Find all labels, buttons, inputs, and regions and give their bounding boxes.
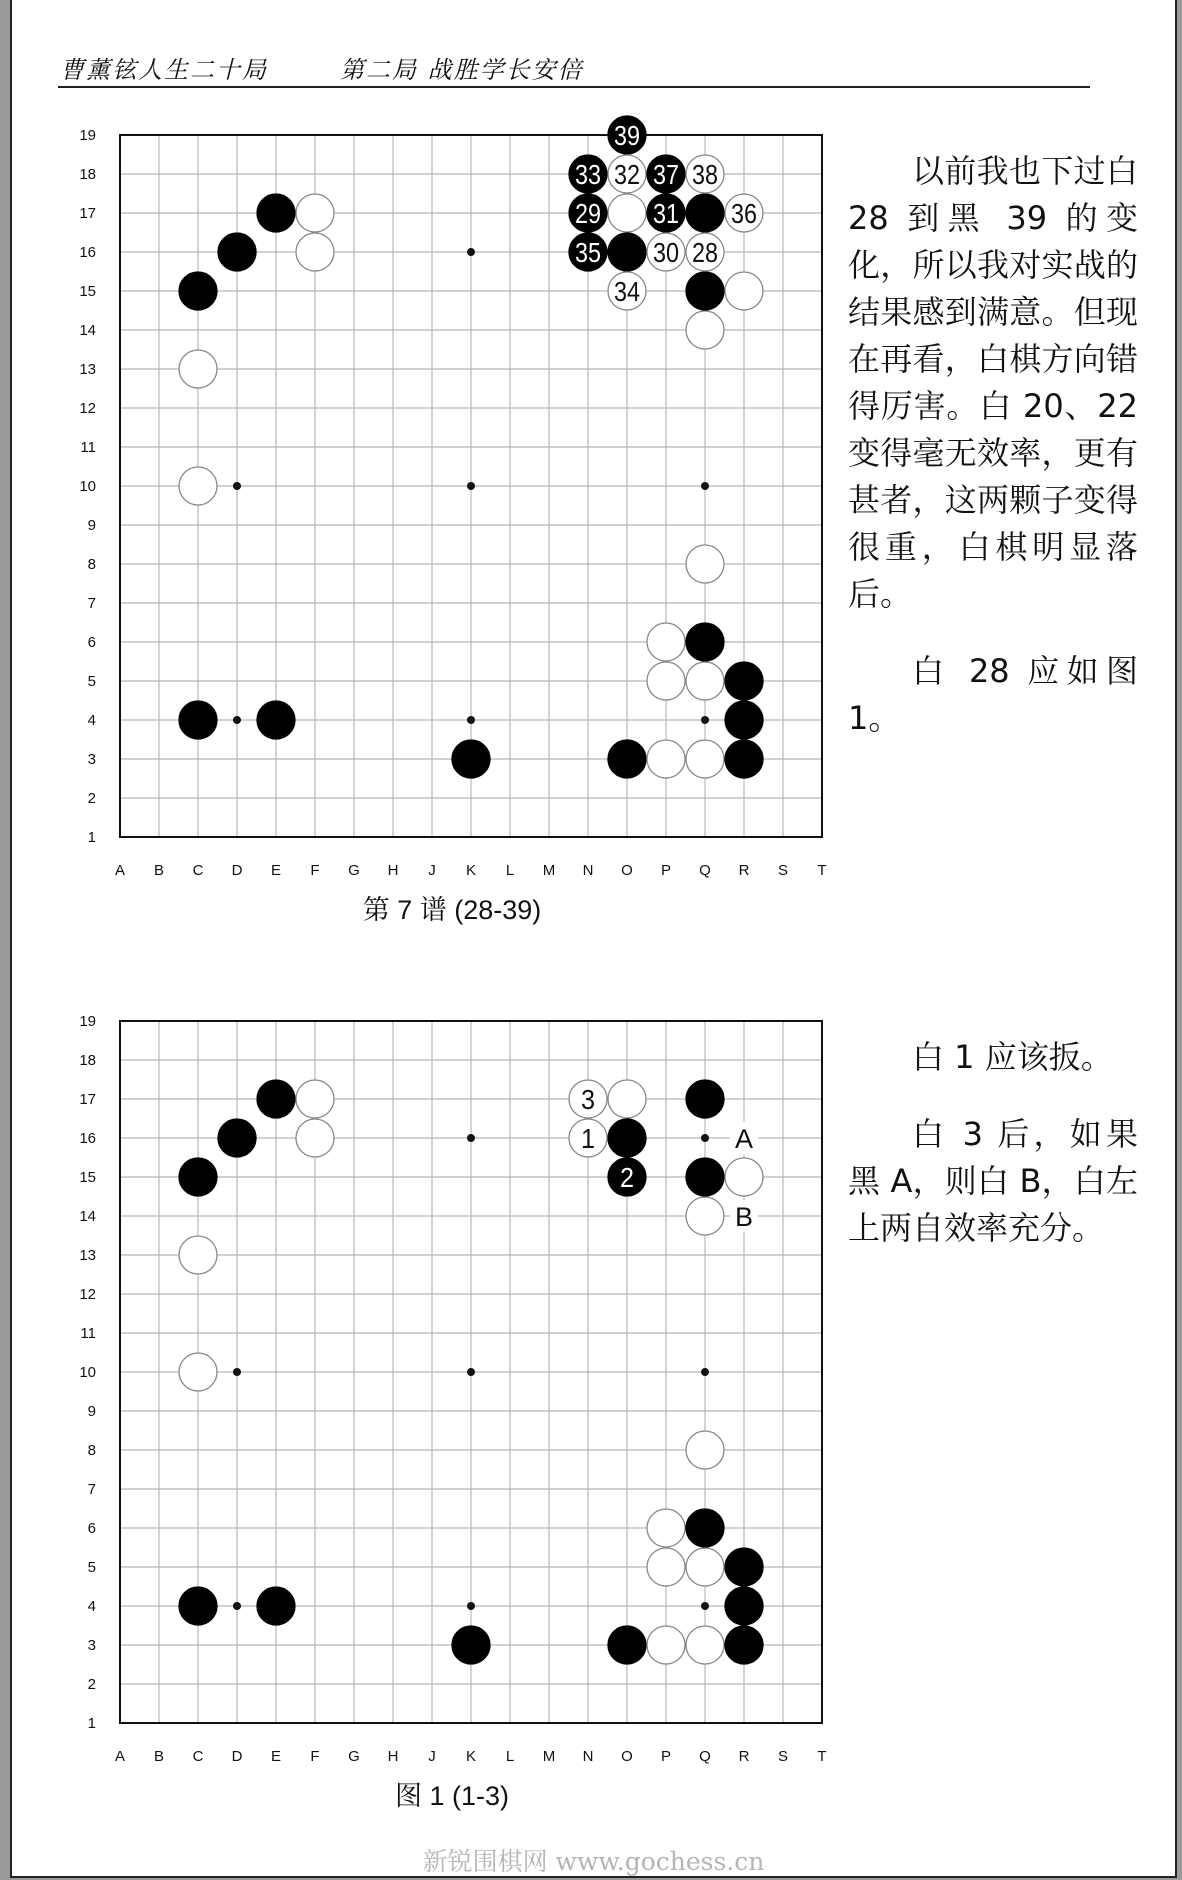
white-stone [686, 740, 724, 778]
star-point [701, 1134, 709, 1142]
row-label: 10 [79, 1364, 96, 1381]
white-stone [686, 662, 724, 700]
column-label: S [777, 862, 789, 879]
black-stone [725, 1626, 763, 1664]
point-label: A [734, 1124, 754, 1154]
commentary-paragraph: 白 1 应该扳。 [912, 1038, 1113, 1076]
row-label: 17 [79, 205, 96, 222]
column-label: A [114, 862, 126, 879]
book-page [10, 0, 1177, 1878]
black-stone [608, 233, 646, 271]
black-stone [686, 1080, 724, 1118]
move-number: 3 [581, 1084, 595, 1115]
move-number: 35 [575, 237, 601, 268]
row-label: 5 [87, 673, 96, 690]
commentary-paragraph: 以前我也下过白 28 到黑 39 的变化，所以我对实战的结果感到满意。但现在再看，白棋方向错得厉害。白 20、22 变得毫无效率，更有甚者，这两颗子变得很重，白棋明显落后。 [848, 152, 1138, 613]
commentary-text-1 [848, 148, 1138, 772]
row-label: 2 [87, 790, 96, 807]
black-stone [725, 1587, 763, 1625]
star-point [701, 716, 709, 724]
black-stone [725, 1548, 763, 1586]
move-number: 29 [575, 198, 601, 229]
go-board-diagram-7 [12, 108, 842, 879]
star-point [467, 1368, 475, 1376]
star-point [467, 482, 475, 490]
column-label: H [387, 862, 399, 879]
move-number: 38 [692, 159, 718, 190]
black-stone [608, 740, 646, 778]
black-stone [725, 662, 763, 700]
column-label: F [310, 862, 320, 879]
move-number: 32 [614, 159, 640, 190]
white-stone [296, 1080, 334, 1118]
column-label: B [153, 1748, 165, 1765]
black-stone [686, 272, 724, 310]
column-label: M [542, 1748, 556, 1765]
white-stone [296, 233, 334, 271]
move-number: 30 [653, 237, 679, 268]
black-stone [686, 1509, 724, 1547]
black-stone [686, 623, 724, 661]
white-stone [296, 194, 334, 232]
white-stone [725, 1158, 763, 1196]
black-stone [686, 1158, 724, 1196]
column-label: L [505, 1748, 515, 1765]
column-label: R [738, 1748, 750, 1765]
row-label: 4 [87, 712, 96, 729]
black-stone [608, 1119, 646, 1157]
diagram-caption-7: 第 7 谱 (28-39) [362, 895, 542, 925]
move-number: 2 [620, 1162, 634, 1193]
row-label: 13 [79, 361, 96, 378]
move-number: 37 [653, 159, 679, 190]
row-label: 11 [80, 439, 96, 456]
column-label: O [621, 862, 633, 879]
white-stone [647, 1509, 685, 1547]
row-label: 4 [87, 1598, 96, 1615]
black-stone [218, 233, 256, 271]
white-stone [686, 1431, 724, 1469]
column-label: M [542, 862, 556, 879]
row-label: 2 [87, 1676, 96, 1693]
white-stone [686, 311, 724, 349]
move-number: 39 [614, 120, 640, 151]
white-stone [179, 350, 217, 388]
white-stone [686, 1626, 724, 1664]
header-rule [58, 86, 1090, 88]
white-stone [725, 272, 763, 310]
row-label: 5 [87, 1559, 96, 1576]
row-label: 11 [80, 1325, 96, 1342]
column-label: P [660, 862, 672, 879]
white-stone [296, 1119, 334, 1157]
running-header [60, 50, 584, 85]
black-stone [452, 1626, 490, 1664]
row-label: 3 [87, 1637, 96, 1654]
black-stone [257, 194, 295, 232]
white-stone [647, 1626, 685, 1664]
row-label: 13 [79, 1247, 96, 1264]
row-label: 9 [87, 517, 96, 534]
column-label: K [465, 862, 477, 879]
black-stone [179, 1587, 217, 1625]
commentary-text-2 [848, 1034, 1138, 1282]
white-stone [179, 1236, 217, 1274]
column-label: E [270, 862, 282, 879]
white-stone [647, 740, 685, 778]
white-stone [647, 1548, 685, 1586]
column-label: L [505, 862, 515, 879]
row-label: 16 [79, 244, 96, 261]
column-label: D [231, 1748, 243, 1765]
black-stone [686, 194, 724, 232]
point-label: B [734, 1202, 754, 1232]
white-stone [647, 623, 685, 661]
row-label: 10 [79, 478, 96, 495]
column-label: Q [699, 862, 711, 879]
white-stone [686, 1548, 724, 1586]
row-label: 17 [79, 1091, 96, 1108]
column-label: O [621, 1748, 633, 1765]
black-stone [608, 1626, 646, 1664]
column-label: D [231, 862, 243, 879]
row-label: 8 [87, 1442, 96, 1459]
column-label: J [428, 862, 436, 879]
column-label: S [777, 1748, 789, 1765]
diagram-caption-fig1: 图 1 (1-3) [394, 1781, 510, 1811]
column-label: H [387, 1748, 399, 1765]
row-label: 16 [79, 1130, 96, 1147]
black-stone [218, 1119, 256, 1157]
black-stone [452, 740, 490, 778]
white-stone [686, 545, 724, 583]
white-stone [179, 1353, 217, 1391]
move-number: 1 [581, 1123, 595, 1154]
star-point [467, 1134, 475, 1142]
column-label: F [310, 1748, 320, 1765]
star-point [701, 1602, 709, 1610]
row-label: 7 [87, 595, 96, 612]
black-stone [257, 1587, 295, 1625]
row-label: 1 [87, 829, 96, 846]
row-label: 19 [79, 1013, 96, 1030]
column-label: A [114, 1748, 126, 1765]
column-label: P [660, 1748, 672, 1765]
commentary-paragraph: 白 3 后，如果黑 A，则白 B，白左上两自效率充分。 [848, 1115, 1138, 1247]
column-label: K [465, 1748, 477, 1765]
row-label: 1 [87, 1715, 96, 1732]
go-board-figure-1 [12, 994, 842, 1765]
row-label: 14 [79, 1208, 96, 1225]
move-number: 33 [575, 159, 601, 190]
star-point [233, 716, 241, 724]
move-number: 36 [731, 198, 757, 229]
row-label: 18 [79, 166, 96, 183]
star-point [233, 1602, 241, 1610]
star-point [233, 1368, 241, 1376]
star-point [467, 248, 475, 256]
column-label: N [582, 1748, 594, 1765]
column-label: G [348, 1748, 360, 1765]
column-label: C [192, 1748, 204, 1765]
column-label: C [192, 862, 204, 879]
star-point [701, 1368, 709, 1376]
star-point [467, 716, 475, 724]
move-number: 34 [614, 276, 640, 307]
black-stone [179, 1158, 217, 1196]
row-label: 6 [87, 634, 96, 651]
row-label: 7 [87, 1481, 96, 1498]
black-stone [257, 701, 295, 739]
column-label: G [348, 862, 360, 879]
header-book-title: 曹薰铉人生二十局 [60, 56, 268, 84]
row-label: 12 [79, 1286, 96, 1303]
move-number: 28 [692, 237, 718, 268]
row-label: 12 [79, 400, 96, 417]
white-stone [647, 662, 685, 700]
row-label: 8 [87, 556, 96, 573]
white-stone [608, 194, 646, 232]
black-stone [725, 701, 763, 739]
white-stone [686, 1197, 724, 1235]
column-label: J [428, 1748, 436, 1765]
row-label: 3 [87, 751, 96, 768]
black-stone [179, 272, 217, 310]
white-stone [608, 1080, 646, 1118]
column-label: R [738, 862, 750, 879]
black-stone [257, 1080, 295, 1118]
white-stone [179, 467, 217, 505]
row-label: 15 [79, 1169, 96, 1186]
row-label: 19 [79, 127, 96, 144]
column-label: T [817, 1748, 827, 1765]
row-label: 15 [79, 283, 96, 300]
move-number: 31 [653, 198, 679, 229]
row-label: 18 [79, 1052, 96, 1069]
watermark-footer: 新锐围棋网 www.gochess.cn [422, 1847, 765, 1876]
star-point [701, 482, 709, 490]
commentary-paragraph: 白 28 应如图 1。 [848, 652, 1138, 737]
column-label: B [153, 862, 165, 879]
star-point [467, 1602, 475, 1610]
row-label: 6 [87, 1520, 96, 1537]
column-label: N [582, 862, 594, 879]
row-label: 9 [87, 1403, 96, 1420]
black-stone [725, 740, 763, 778]
column-label: T [817, 862, 827, 879]
column-label: Q [699, 1748, 711, 1765]
row-label: 14 [79, 322, 96, 339]
column-label: E [270, 1748, 282, 1765]
header-chapter-title: 第二局 战胜学长安倍 [340, 56, 584, 84]
star-point [233, 482, 241, 490]
black-stone [179, 701, 217, 739]
